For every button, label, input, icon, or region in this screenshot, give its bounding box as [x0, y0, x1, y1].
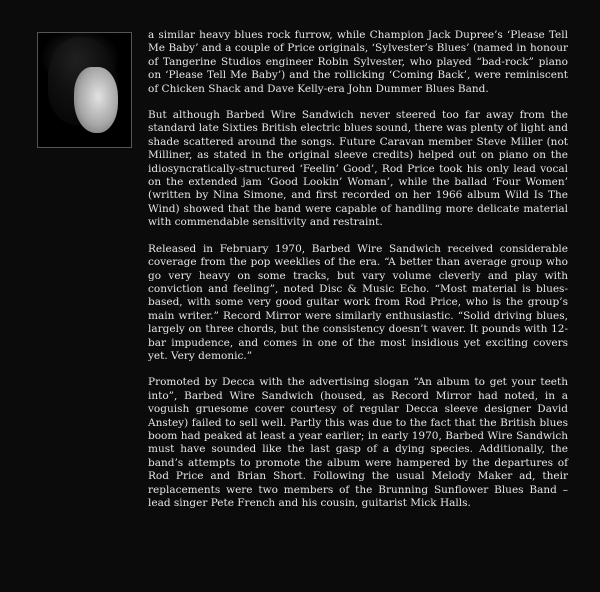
portrait-photo [37, 32, 132, 148]
portrait-face [74, 67, 118, 133]
paragraph-4: Promoted by Decca with the advertising slogan “An album to get your teeth into”, Barbed Wire Sandwich (housed, as Record Mirror had noted, in a voguish gruesome cover courtesy of regular Decca sleeve designer David Anstey) failed to sell well. Partly this was due to the fact that the British blues boom had peaked at least a year earlier; in early 1970, Barbed Wire Sandwich must have sounded like the last gasp of a dying species. Additionally, the band’s attempts to promote the album were hampered by the departures of Rod Price and Brian Short. Following the usual Melody Maker ad, their replacements were two members of the Brunning Sunflower Blues Band – lead singer Pete French and his cousin, guitarist Mick Halls. [148, 376, 568, 509]
paragraph-2: But although Barbed Wire Sandwich never steered too far away from the standard late Sixties British electric blues sound, there was plenty of light and shade scattered around the songs. Future Caravan member Steve Miller (not Milliner, as stated in the original sleeve credits) helped out on piano on the idiosyncratically-structured ‘Feelin’ Good’, Rod Price took his only lead vocal on the extended jam ‘Good Lookin’ Woman’, while the ballad ‘Four Women’ (written by Nina Simone, and first recorded on her 1966 album Wild Is The Wind) showed that the band were capable of handling more delicate material with commendable sensitivity and restraint. [148, 109, 568, 229]
paragraph-1: a similar heavy blues rock furrow, while Champion Jack Dupree’s ‘Please Tell Me Baby’ and a couple of Price originals, ‘Sylvester’s Blues’ (named in honour of Tangerine Studios engineer Robin Sylvester, who played “bad-rock” piano on ‘Please Tell Me Baby’) and the rollicking ‘Coming Back’, were reminiscent of Chicken Shack and Dave Kelly-era John Dummer Blues Band. [148, 29, 568, 95]
article-body [148, 29, 568, 523]
paragraph-3: Released in February 1970, Barbed Wire Sandwich received considerable coverage from the pop weeklies of the era. “A better than average group who go very heavy on some tracks, but vary volume cleverly and play with conviction and feeling”, noted Disc & Music Echo. “Most material is blues-based, with some very good guitar work from Rod Price, who is the group’s main writer.” Record Mirror were similarly enthusiastic. “Solid driving blues, largely on three chords, but the consistency doesn’t waver. It pounds with 12-bar impudence, and comes in one of the most insidious yet exciting covers yet. Very demonic.” [148, 242, 568, 362]
